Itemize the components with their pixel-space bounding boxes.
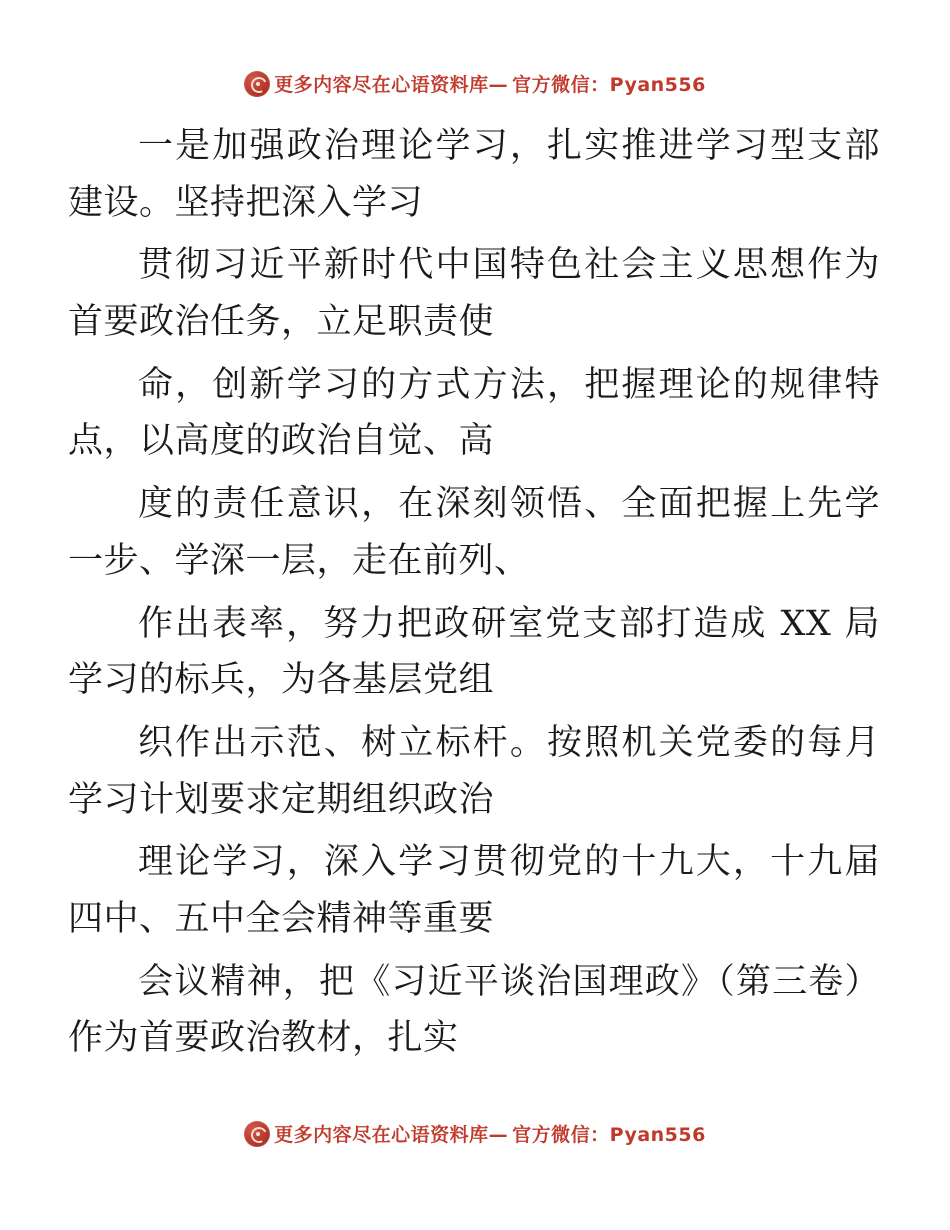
- watermark-main-text: 更多内容尽在心语资料库—: [274, 74, 509, 96]
- paragraph: 作出表率，努力把政研室党支部打造成 XX 局学习的标兵，为各基层党组: [68, 603, 880, 701]
- paragraph: 一是加强政治理论学习，扎实推进学习型支部建设。坚持把深入学习: [68, 126, 880, 223]
- watermark-sub-text: 官方微信：Pyan556: [512, 74, 706, 96]
- paragraph: 理论学习，深入学习贯彻党的十九大，十九届四中、五中全会精神等重要: [68, 842, 880, 939]
- watermark-bottom: [0, 1120, 950, 1147]
- paragraph: 贯彻习近平新时代中国特色社会主义思想作为首要政治任务，立足职责使: [68, 245, 880, 343]
- paragraph: 度的责任意识，在深刻领悟、全面把握上先学一步、学深一层，走在前列、: [68, 484, 880, 581]
- watermark-top: [0, 70, 950, 97]
- watermark-sub-text: 官方微信：Pyan556: [512, 1124, 706, 1146]
- document-body: [68, 118, 880, 1073]
- watermark-main-text: 更多内容尽在心语资料库—: [274, 1124, 509, 1146]
- seal-icon: [244, 1121, 270, 1147]
- paragraph: 织作出示范、树立标杆。按照机关党委的每月学习计划要求定期组织政治: [68, 722, 880, 820]
- paragraph: 命，创新学习的方式方法，把握理论的规律特点，以高度的政治自觉、高: [68, 364, 880, 462]
- seal-icon: [244, 71, 270, 97]
- paragraph: 会议精神，把《习近平谈治国理政》（第三卷）作为首要政治教材，扎实: [68, 961, 880, 1059]
